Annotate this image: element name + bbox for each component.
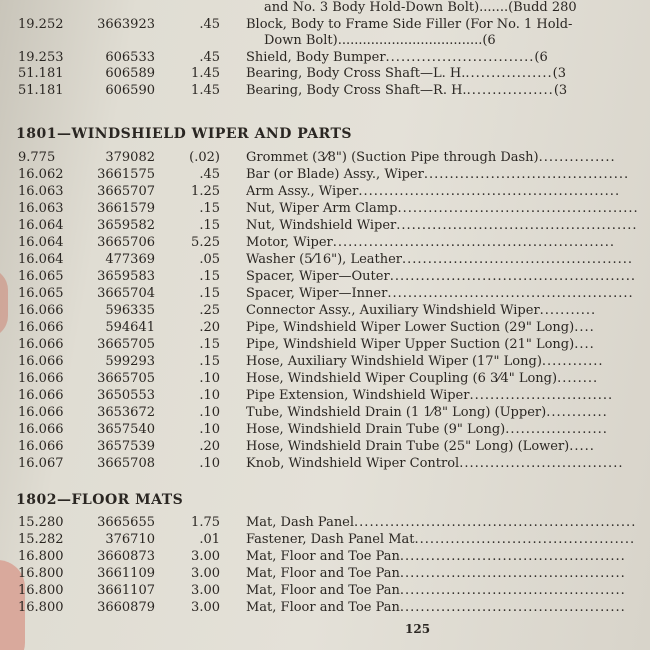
price: 3.00	[191, 600, 220, 615]
part-number: 379082	[105, 150, 155, 165]
description-text: Bar (or Blade) Assy., Wiper	[246, 167, 424, 182]
part-number: 3653672	[97, 405, 155, 420]
part-number: 3650553	[97, 388, 155, 403]
part-number: 376710	[105, 532, 155, 547]
leader-dots: ....	[574, 337, 595, 352]
description-text: Bearing, Body Cross Shaft—L. H.	[246, 66, 466, 81]
part-number: 3659583	[97, 269, 155, 284]
description	[246, 549, 650, 565]
price: .10	[199, 405, 220, 420]
group-number: 16.800	[18, 549, 64, 564]
price: .10	[199, 456, 220, 471]
part-row	[0, 303, 650, 319]
leader-dots: ................................................	[387, 286, 634, 301]
part-row	[0, 269, 650, 285]
price: .15	[199, 286, 220, 301]
price: 1.75	[191, 515, 220, 530]
part-number: 606589	[105, 66, 155, 81]
part-number: 3661107	[97, 583, 155, 598]
leader-dots: ............	[546, 405, 608, 420]
leader-dots: ....	[574, 320, 595, 335]
price: .20	[199, 439, 220, 454]
part-row	[0, 83, 650, 99]
description-text: Down Bolt)	[264, 33, 338, 48]
reference-note: (3	[552, 66, 566, 81]
description	[246, 17, 650, 33]
description-text: Spacer, Wiper—Inner	[246, 286, 388, 301]
description-text: Knob, Windshield Wiper Control	[246, 456, 460, 471]
group-number: 19.253	[18, 49, 64, 65]
part-row	[0, 286, 650, 302]
leader-dots: ........................................	[423, 167, 630, 182]
group-number: 16.066	[18, 439, 64, 454]
description	[246, 269, 650, 285]
description	[246, 566, 650, 582]
price: .15	[199, 218, 220, 233]
description-text: Bearing, Body Cross Shaft—R. H.	[246, 82, 467, 98]
description-text: Nut, Wiper Arm Clamp	[246, 201, 398, 216]
price: .25	[199, 303, 220, 318]
leader-dots: .................	[466, 82, 554, 98]
part-number: 3661109	[97, 566, 155, 581]
group-number: 15.280	[18, 515, 64, 530]
part-number: 3665708	[97, 456, 155, 471]
group-number: 19.252	[18, 16, 64, 32]
description	[246, 405, 650, 421]
price: .10	[199, 371, 220, 386]
part-number: 3657540	[97, 422, 155, 437]
description-text: Spacer, Wiper—Outer	[246, 269, 390, 284]
description-continuation	[264, 0, 650, 16]
description	[246, 320, 650, 336]
description	[246, 252, 650, 268]
price: 5.25	[191, 235, 220, 250]
part-number: 3665705	[97, 371, 155, 386]
description-text: and No. 3 Body Hold-Down Bolt)	[264, 0, 480, 15]
leader-dots: ............	[541, 354, 604, 369]
group-number: 16.064	[18, 218, 64, 233]
description-text: Hose, Windshield Drain Tube (25" Long) (Lower)	[246, 439, 570, 454]
group-number: 16.064	[18, 235, 64, 250]
leader-dots: ................................	[459, 456, 624, 471]
group-number: 16.066	[18, 388, 64, 403]
part-row	[0, 201, 650, 217]
description-text: Motor, Wiper	[246, 235, 333, 250]
description	[246, 184, 650, 200]
description	[246, 201, 650, 217]
leader-dots: .............................................	[402, 252, 633, 267]
price: .05	[199, 252, 220, 267]
part-number: 3663923	[97, 16, 155, 32]
part-number: 477369	[105, 252, 155, 267]
price: 3.00	[191, 583, 220, 598]
leader-dots: .......	[479, 0, 509, 15]
description-text: Connector Assy., Auxiliary Windshield Wiper	[246, 303, 540, 318]
description	[246, 66, 650, 82]
description-text: Mat, Floor and Toe Pan	[246, 566, 400, 581]
description-text: Mat, Dash Panel	[246, 515, 355, 530]
group-number: 16.066	[18, 371, 64, 386]
part-row	[0, 150, 650, 166]
part-row	[0, 549, 650, 565]
leader-dots: .......................................................	[332, 235, 616, 250]
reference-note: (Budd 280	[508, 0, 577, 15]
leader-dots: ...................................................	[358, 184, 621, 199]
description	[246, 83, 650, 99]
description	[246, 150, 650, 166]
description	[246, 337, 650, 353]
part-row	[0, 167, 650, 183]
description	[246, 532, 650, 548]
price: .15	[199, 269, 220, 284]
group-number: 16.066	[18, 337, 64, 352]
group-number: 16.066	[18, 422, 64, 437]
group-number: 16.064	[18, 252, 64, 267]
part-row	[0, 371, 650, 387]
leader-dots: ....................	[505, 422, 608, 437]
page-number: 125	[405, 622, 431, 636]
description-text: Nut, Windshield Wiper	[246, 218, 397, 233]
description-text: Pipe, Windshield Wiper Upper Suction (21" Long)	[246, 337, 575, 352]
leader-dots: ...................................	[337, 33, 483, 48]
reference-note: (3	[553, 82, 568, 98]
leader-dots: ............................................	[399, 600, 626, 615]
price: .15	[199, 337, 220, 352]
description	[246, 371, 650, 387]
description-text: Block, Body to Frame Side Filler (For No. 1 Hold-	[246, 16, 573, 32]
section-heading-1801: 1801—WINDSHIELD WIPER AND PARTS	[16, 126, 353, 142]
description-text: Hose, Windshield Wiper Coupling (6 3⁄4" Long)	[246, 371, 558, 386]
group-number: 16.066	[18, 303, 64, 318]
part-number: 3657539	[97, 439, 155, 454]
leader-dots: ............................................	[399, 549, 626, 564]
part-row	[0, 320, 650, 336]
leader-dots: ...........................................	[414, 532, 636, 547]
description	[246, 583, 650, 599]
part-row	[0, 66, 650, 82]
description	[246, 167, 650, 183]
price: .45	[199, 16, 220, 32]
part-number: 594641	[105, 320, 155, 335]
part-row	[0, 337, 650, 353]
price: .10	[199, 388, 220, 403]
description-text: Pipe Extension, Windshield Wiper	[246, 388, 470, 403]
description-continuation	[264, 33, 650, 49]
part-number: 3659582	[97, 218, 155, 233]
part-number: 3665705	[97, 337, 155, 352]
part-number: 3665707	[97, 184, 155, 199]
price: 3.00	[191, 566, 220, 581]
part-row	[0, 456, 650, 472]
part-row	[0, 235, 650, 251]
leader-dots: .............................	[385, 49, 535, 65]
part-row	[0, 422, 650, 438]
description-text: Mat, Floor and Toe Pan	[246, 549, 400, 564]
group-number: 16.800	[18, 600, 64, 615]
description	[246, 50, 650, 66]
leader-dots: ............................................	[399, 583, 626, 598]
description	[246, 303, 650, 319]
description	[246, 388, 650, 404]
part-row	[0, 515, 650, 531]
price: .01	[199, 532, 220, 547]
part-number: 3665655	[97, 515, 155, 530]
part-row	[0, 600, 650, 616]
description-text: Hose, Auxiliary Windshield Wiper (17" Long)	[246, 354, 542, 369]
part-row	[0, 252, 650, 268]
description	[246, 218, 650, 234]
part-number: 3661575	[97, 167, 155, 182]
price: .20	[199, 320, 220, 335]
group-number: 51.181	[18, 82, 64, 98]
description-text: Mat, Floor and Toe Pan	[246, 583, 400, 598]
leader-dots: ...............................................	[396, 218, 638, 233]
part-row	[0, 17, 650, 33]
description	[246, 235, 650, 251]
description-text: Pipe, Windshield Wiper Lower Suction (29" Long)	[246, 320, 575, 335]
part-row	[0, 583, 650, 599]
description-text: Fastener, Dash Panel Mat	[246, 532, 415, 547]
price: .10	[199, 422, 220, 437]
description-text: Tube, Windshield Drain (1 1⁄8" Long) (Upper)	[246, 405, 547, 420]
group-number: 15.282	[18, 532, 64, 547]
description-text: Arm Assy., Wiper	[246, 184, 359, 199]
price: 3.00	[191, 549, 220, 564]
description	[246, 600, 650, 616]
part-number: 3661579	[97, 201, 155, 216]
leader-dots: ...............	[538, 150, 616, 165]
reference-note: (6	[534, 49, 548, 65]
description-text: Hose, Windshield Drain Tube (9" Long)	[246, 422, 506, 437]
group-number: 51.181	[18, 66, 64, 81]
price: 1.45	[191, 66, 220, 81]
group-number: 16.066	[18, 405, 64, 420]
price: .45	[199, 49, 220, 65]
part-number: 3660879	[97, 600, 155, 615]
price: .15	[199, 201, 220, 216]
description-text: Shield, Body Bumper	[246, 49, 386, 65]
description	[246, 422, 650, 438]
part-number: 3660873	[97, 549, 155, 564]
part-row	[0, 405, 650, 421]
part-number: 596335	[105, 303, 155, 318]
leader-dots: ...............................................	[397, 201, 639, 216]
part-number: 3665706	[97, 235, 155, 250]
group-number: 9.775	[18, 150, 56, 165]
part-row	[0, 388, 650, 404]
leader-dots: ............................	[469, 388, 614, 403]
group-number: 16.066	[18, 320, 64, 335]
part-row	[0, 566, 650, 582]
section-heading-1802: 1802—FLOOR MATS	[16, 492, 184, 508]
group-number: 16.066	[18, 354, 64, 369]
description	[246, 286, 650, 302]
group-number: 16.062	[18, 167, 64, 182]
part-row	[0, 354, 650, 370]
group-number: 16.067	[18, 456, 64, 471]
part-row	[0, 50, 650, 66]
leader-dots: ........	[557, 371, 599, 386]
description-text: Mat, Floor and Toe Pan	[246, 600, 400, 615]
group-number: 16.065	[18, 286, 64, 301]
price: (.02)	[189, 150, 220, 165]
part-number: 599293	[105, 354, 155, 369]
part-number: 3665704	[97, 286, 155, 301]
leader-dots: .....	[569, 439, 595, 454]
description-text: Grommet (3⁄8") (Suction Pipe through Dash)	[246, 150, 539, 165]
price: 1.25	[191, 184, 220, 199]
group-number: 16.800	[18, 583, 64, 598]
leader-dots: ................................................	[389, 269, 637, 284]
price: .15	[199, 354, 220, 369]
group-number: 16.063	[18, 184, 64, 199]
description-text: Washer (5⁄16"), Leather	[246, 252, 403, 267]
price: 1.45	[191, 82, 220, 98]
part-row	[0, 439, 650, 455]
leader-dots: ............................................	[399, 566, 626, 581]
part-row	[0, 184, 650, 200]
description	[246, 354, 650, 370]
part-number: 606590	[105, 82, 155, 98]
part-row	[0, 33, 650, 49]
leader-dots: ...........	[539, 303, 597, 318]
group-number: 16.063	[18, 201, 64, 216]
part-row	[0, 532, 650, 548]
part-row	[0, 0, 650, 16]
leader-dots: .......................................................	[354, 515, 637, 530]
reference-note: (6	[482, 33, 496, 48]
description	[246, 515, 650, 531]
group-number: 16.065	[18, 269, 64, 284]
description	[246, 456, 650, 472]
price: .45	[199, 167, 220, 182]
description	[246, 439, 650, 455]
leader-dots: .................	[465, 66, 553, 81]
part-row	[0, 218, 650, 234]
group-number: 16.800	[18, 566, 64, 581]
part-number: 606533	[105, 49, 155, 65]
